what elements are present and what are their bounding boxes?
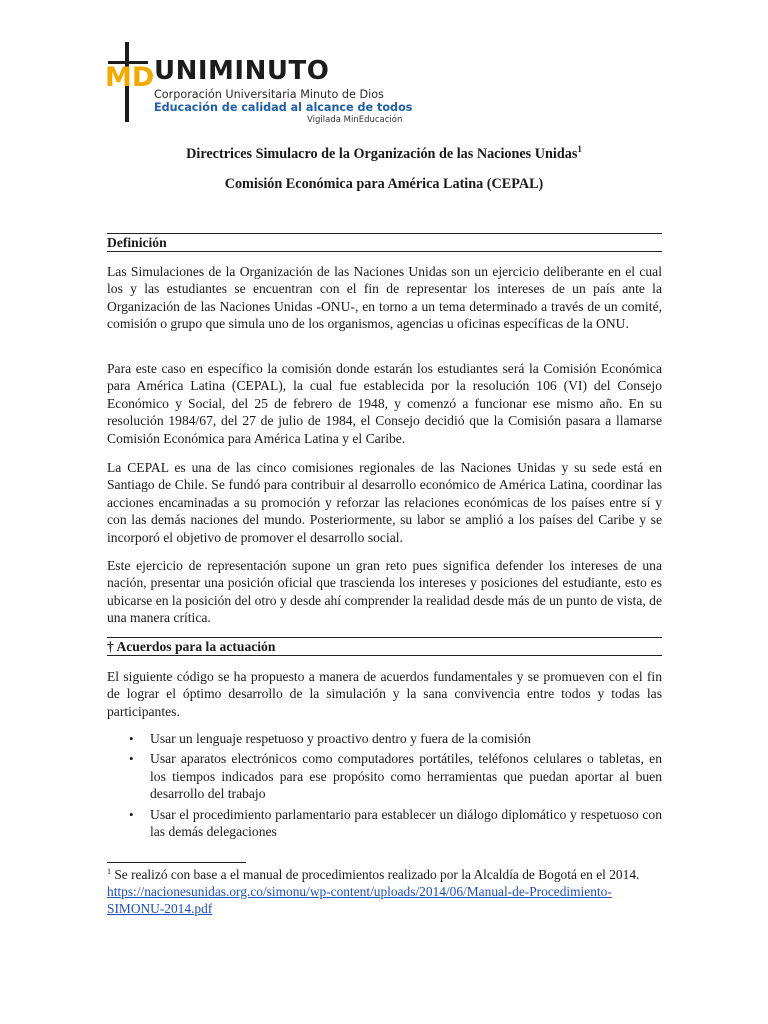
logo-oversight: Vigilada MinEducación (307, 115, 403, 125)
bullet-icon: • (129, 731, 134, 746)
title-footnote-marker[interactable]: 1 (577, 144, 582, 154)
document-title (104, 145, 664, 163)
agreements-intro: El siguiente código se ha propuesto a manera de acuerdos fundamentales y se promueven con el fin de lograr el óptimo desarrollo de la simulación y la sana convivencia entre todos y todas las participantes. (107, 669, 662, 719)
definition-paragraph-3: La CEPAL es una de las cinco comisiones regionales de las Naciones Unidas y su sede está en Santiago de Chile. Se fundó para contribuir al desarrollo económico de América Latina, coordinar las acciones encaminadas a su promoción y reforzar las relaciones económicas de los países entre sí y con las demás naciones del mundo. Posteriormente, su labor se amplió a los países del Caribe y se incorporó el objetivo de promover el desarrollo social. (107, 460, 662, 545)
uniminuto-logo (104, 42, 413, 125)
list-item (107, 806, 662, 841)
footnote-link[interactable]: https://nacionesunidas.org.co/simonu/wp-content/uploads/2014/06/Manual-de-Procedimiento-SIMONU-2014.pdf (107, 884, 612, 916)
list-item (107, 730, 662, 747)
footnote-text: Se realizó con base a el manual de procedimientos realizado por la Alcaldía de Bogotá en el 2014. (111, 867, 640, 882)
definition-paragraph-4: Este ejercicio de representación supone un gran reto pues significa defender los intereses de una nación, presentar una posición oficial que trascienda los intereses y posiciones del estudiante, esto es ubicarse en la posición del otro y desde ahí comprender la realidad desde más de un punto de vista, de una manera crítica. (107, 558, 662, 626)
list-item-text: Usar un lenguaje respetuoso y proactivo dentro y fuera de la comisión (150, 731, 531, 746)
list-item-text: Usar aparatos electrónicos como computadores portátiles, teléfonos celulares o tabletas, en los tiempos indicados para ese propósito como herramientas que puedan aportar al buen desarrollo del trabajo (150, 751, 662, 802)
list-item (107, 750, 662, 802)
list-item-text: Usar el procedimiento parlamentario para establecer un diálogo diplomático y respetuoso con las demás delegaciones (150, 806, 662, 840)
logo-slogan: Educación de calidad al alcance de todos (154, 101, 413, 114)
uniminuto-logo-mark-icon (104, 42, 156, 122)
section-heading-agreements: † Acuerdos para la actuación (107, 637, 662, 656)
logo-brand-name: UNIMINUTO (154, 56, 330, 86)
logo-institution: Corporación Universitaria Minuto de Dios (154, 88, 384, 101)
bullet-icon: • (129, 751, 134, 767)
footnote-marker: 1 (107, 867, 111, 876)
definition-paragraph-2: Para este caso en específico la comisión donde estarán los estudiantes será la Comisión Económica para América Latina (CEPAL), la cual fue establecida por la resolución 106 (VI) del Consejo Económico y Social, del 25 de febrero de 1948, y comenzó a funcionar ese mismo año. En su resolución 1984/67, del 27 de julio de 1984, el Consejo decidió que la Comisión pasara a llamarse Comisión Económica para América Latina y el Caribe. (107, 361, 662, 446)
svg-text:MD: MD (105, 62, 155, 93)
definition-paragraph-1: Las Simulaciones de la Organización de las Naciones Unidas son un ejercicio deliberante en el cual los y las estudiantes se encuentran con el fin de representar los intereses de un país ante la Organización de las Naciones Unidas -ONU-, en torno a un tema determinado a través de un comité, comisión o grupo que simula uno de los organismos, agencias u oficinas específicas de la ONU. (107, 264, 662, 332)
document-subtitle: Comisión Económica para América Latina (CEPAL) (224, 176, 544, 192)
agreements-list (107, 730, 662, 843)
bullet-icon: • (129, 806, 134, 822)
document-title-text: Directrices Simulacro de la Organización de las Naciones Unidas (186, 146, 578, 162)
footnote-separator (107, 862, 246, 863)
footnote (107, 866, 667, 917)
section-heading-definition: Definición (107, 233, 662, 252)
